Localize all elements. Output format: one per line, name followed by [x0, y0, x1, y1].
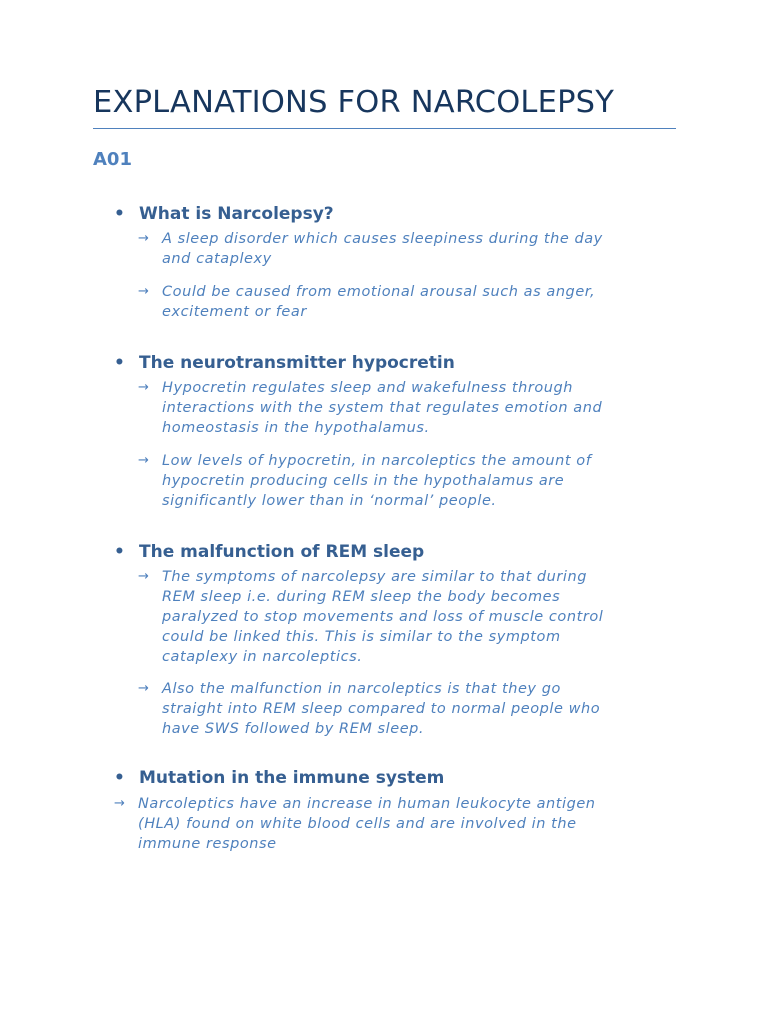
- sub-point-line: The symptoms of narcolepsy are similar to that during: [162, 569, 587, 585]
- bullet-heading-text: The neurotransmitter hypocretin: [139, 353, 455, 373]
- sub-point-line: significantly lower than in ‘normal’ people.: [162, 493, 497, 509]
- bullet-heading: [114, 768, 444, 788]
- sub-point-line: excitement or fear: [162, 304, 307, 320]
- title-underline: [93, 128, 676, 129]
- sub-point-line: immune response: [138, 836, 277, 852]
- sub-point-line: paralyzed to stop movements and loss of muscle control: [162, 609, 604, 625]
- sub-point-line: Hypocretin regulates sleep and wakefulness through: [162, 380, 574, 396]
- bullet-heading-text: The malfunction of REM sleep: [139, 542, 425, 562]
- sub-point-line: Could be caused from emotional arousal such as anger,: [162, 284, 596, 300]
- sub-point-line: interactions with the system that regulates emotion and: [162, 400, 603, 416]
- arrow-icon: →: [138, 569, 150, 584]
- sub-point: [138, 679, 601, 739]
- sub-point-line: cataplexy in narcoleptics.: [162, 649, 363, 665]
- bullet-heading: [114, 353, 455, 373]
- sub-point-line: Also the malfunction in narcoleptics is that they go: [162, 681, 561, 697]
- bullet-heading-text: What is Narcolepsy?: [139, 204, 334, 224]
- arrow-icon: →: [114, 796, 126, 811]
- bullet-heading-text: Mutation in the immune system: [139, 768, 445, 788]
- arrow-icon: →: [138, 681, 150, 696]
- sub-point-line: (HLA) found on white blood cells and are involved in the: [138, 816, 577, 832]
- sub-point-line: and cataplexy: [162, 251, 272, 267]
- sub-point: [138, 229, 603, 269]
- sub-point: [138, 378, 603, 438]
- bullet-heading: [114, 204, 334, 224]
- sub-point-line: hypocretin producing cells in the hypothalamus are: [162, 473, 565, 489]
- bullet-icon: •: [114, 542, 125, 562]
- sub-point-line: A sleep disorder which causes sleepiness during the day: [162, 231, 603, 247]
- sub-point-line: homeostasis in the hypothalamus.: [162, 420, 430, 436]
- bullet-icon: •: [114, 768, 125, 788]
- sub-point: [138, 567, 604, 667]
- sub-point: [138, 282, 596, 322]
- bullet-icon: •: [114, 353, 125, 373]
- sub-point-line: REM sleep i.e. during REM sleep the body becomes: [162, 589, 561, 605]
- sub-point-line: Narcoleptics have an increase in human leukocyte antigen: [138, 796, 596, 812]
- sub-point: [114, 794, 596, 854]
- sub-point-line: straight into REM sleep compared to normal people who: [162, 701, 601, 717]
- arrow-icon: →: [138, 453, 150, 468]
- section-label: A01: [93, 149, 132, 170]
- arrow-icon: →: [138, 231, 150, 246]
- page-title: EXPLANATIONS FOR NARCOLEPSY: [93, 85, 615, 120]
- sub-point-line: could be linked this. This is similar to the symptom: [162, 629, 561, 645]
- sub-point: [138, 451, 592, 511]
- sub-point-line: Low levels of hypocretin, in narcoleptics the amount of: [162, 453, 592, 469]
- bullet-heading: [114, 542, 424, 562]
- arrow-icon: →: [138, 380, 150, 395]
- arrow-icon: →: [138, 284, 150, 299]
- bullet-icon: •: [114, 204, 125, 224]
- sub-point-line: have SWS followed by REM sleep.: [162, 721, 425, 737]
